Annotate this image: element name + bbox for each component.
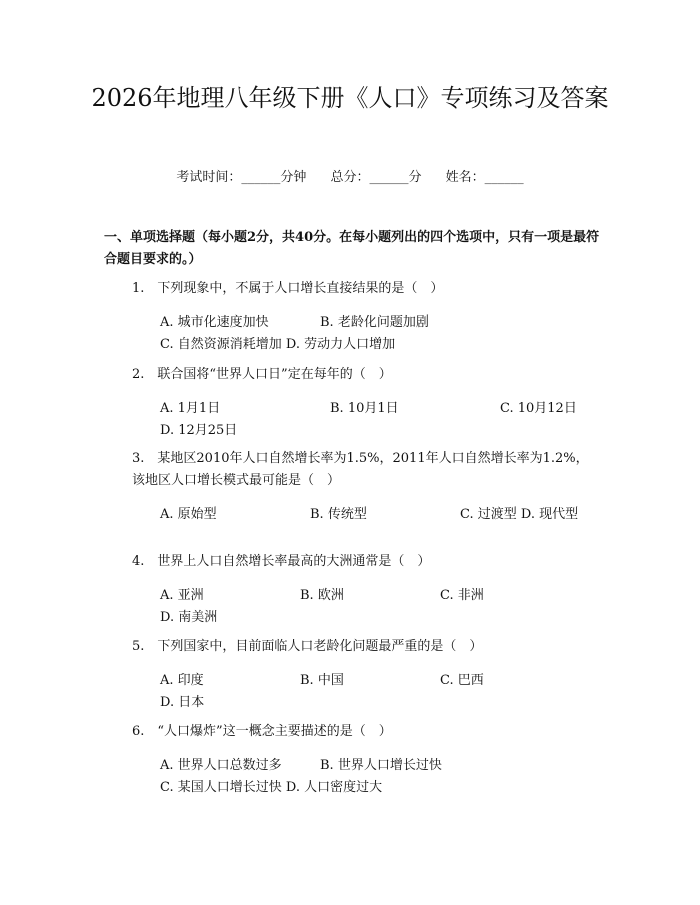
option-c: C. 自然资源消耗增加 <box>160 337 282 352</box>
option-b: B. 老龄化问题加剧 <box>320 315 429 330</box>
question-2 <box>104 364 594 442</box>
exam-time-label: 考试时间：______分钟 <box>176 170 307 185</box>
option-b: B. 传统型 <box>310 507 367 522</box>
option-b: B. 欧洲 <box>300 588 344 603</box>
option-a: A. 印度 <box>160 673 204 688</box>
question-options <box>104 398 594 442</box>
question-stem: 6. “人口爆炸”这一概念主要描述的是（ ） <box>132 724 392 739</box>
question-3 <box>104 448 594 526</box>
option-d: D. 南美洲 <box>160 610 218 625</box>
option-a: A. 城市化速度加快 <box>160 315 269 330</box>
question-stem: 5. 下列国家中，目前面临人口老龄化问题最严重的是（ ） <box>132 639 483 654</box>
question-4 <box>104 551 594 629</box>
total-score-label: 总分：______分 <box>330 170 422 185</box>
question-options <box>104 585 594 629</box>
question-options <box>104 504 594 526</box>
question-options <box>104 312 594 356</box>
page-title: 2026年地理八年级下册《人口》专项练习及答案 <box>91 84 609 112</box>
option-c: C. 某国人口增长过快 <box>160 780 282 795</box>
question-stem: 2. 联合国将“世界人口日”定在每年的（ ） <box>132 367 392 382</box>
question-options <box>104 670 594 714</box>
question-1 <box>104 278 594 356</box>
option-c: C. 巴西 <box>440 673 484 688</box>
option-d: D. 现代型 <box>520 507 579 522</box>
question-5 <box>104 636 594 714</box>
option-b: B. 中国 <box>300 673 344 688</box>
option-c: C. 非洲 <box>440 588 484 603</box>
option-d: D. 人口密度过大 <box>285 780 383 795</box>
option-a: A. 世界人口总数过多 <box>160 758 282 773</box>
option-a: A. 原始型 <box>160 507 217 522</box>
question-stem: 4. 世界上人口自然增长率最高的大洲通常是（ ） <box>132 554 431 569</box>
question-stem: 3. 某地区2010年人口自然增长率为1.5%，2011年人口自然增长率为1.2%，该地区人口增长模式最可能是（ ） <box>132 451 589 488</box>
option-a: A. 1月1日 <box>160 401 221 416</box>
option-d: D. 日本 <box>160 695 205 710</box>
question-options <box>104 755 594 799</box>
option-a: A. 亚洲 <box>160 588 204 603</box>
question-6 <box>104 721 594 799</box>
section-heading: 一、单项选择题（每小题2分，共40分。在每小题列出的四个选项中，只有一项是最符合题目要求的。） <box>104 230 600 267</box>
option-d: D. 12月25日 <box>160 423 238 438</box>
option-c: C. 过渡型 <box>460 507 517 522</box>
question-stem: 1. 下列现象中，不属于人口增长直接结果的是（ ） <box>132 281 444 296</box>
option-d: D. 劳动力人口增加 <box>285 337 396 352</box>
name-label: 姓名：______ <box>445 170 524 185</box>
option-b: B. 10月1日 <box>330 401 399 416</box>
option-b: B. 世界人口增长过快 <box>320 758 442 773</box>
option-c: C. 10月12日 <box>500 401 577 416</box>
exam-info <box>0 168 700 188</box>
